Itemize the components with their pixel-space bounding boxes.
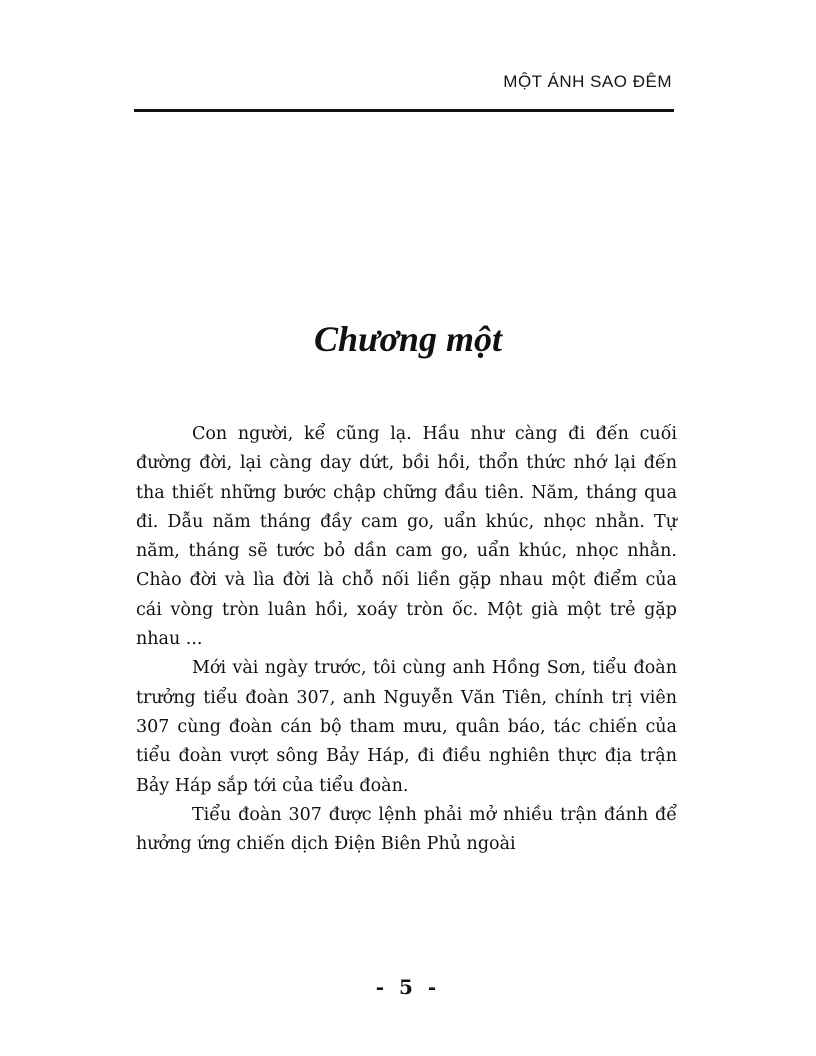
running-header: MỘT ÁNH SAO ĐÊM [503, 72, 672, 91]
chapter-title: Chương một [314, 319, 502, 359]
chapter-body [136, 420, 677, 859]
paragraph-3: Tiểu đoàn 307 được lệnh phải mở nhiều trận đánh để hưởng ứng chiến dịch Điện Biên Phủ ngoài [136, 804, 677, 855]
header-rule [134, 109, 674, 112]
paragraph-2: Mới vài ngày trước, tôi cùng anh Hồng Sơn, tiểu đoàn trưởng tiểu đoàn 307, anh Nguyễn Văn Tiên, chính trị viên 307 cùng đoàn cán bộ tham mưu, quân báo, tác chiến của tiểu đoàn vượt sông Bảy Háp, đi điều nghiên thực địa trận Bảy Háp sắp tới của tiểu đoàn. [136, 658, 677, 796]
page-number: - 5 - [375, 975, 441, 999]
paragraph-1: Con người, kể cũng lạ. Hầu như càng đi đến cuối đường đời, lại càng day dứt, bồi hồi, thổn thức nhớ lại đến tha thiết những bước chập chững đầu tiên. Năm, tháng qua đi. Dẫu năm tháng đầy cam go, uẩn khúc, nhọc nhằn. Tự năm, tháng sẽ tước bỏ dần cam go, uẩn khúc, nhọc nhằn. Chào đời và lìa đời là chỗ nối liền gặp nhau một điểm của cái vòng tròn luân hồi, xoáy tròn ốc. Một già một trẻ gặp nhau ... [136, 424, 677, 650]
